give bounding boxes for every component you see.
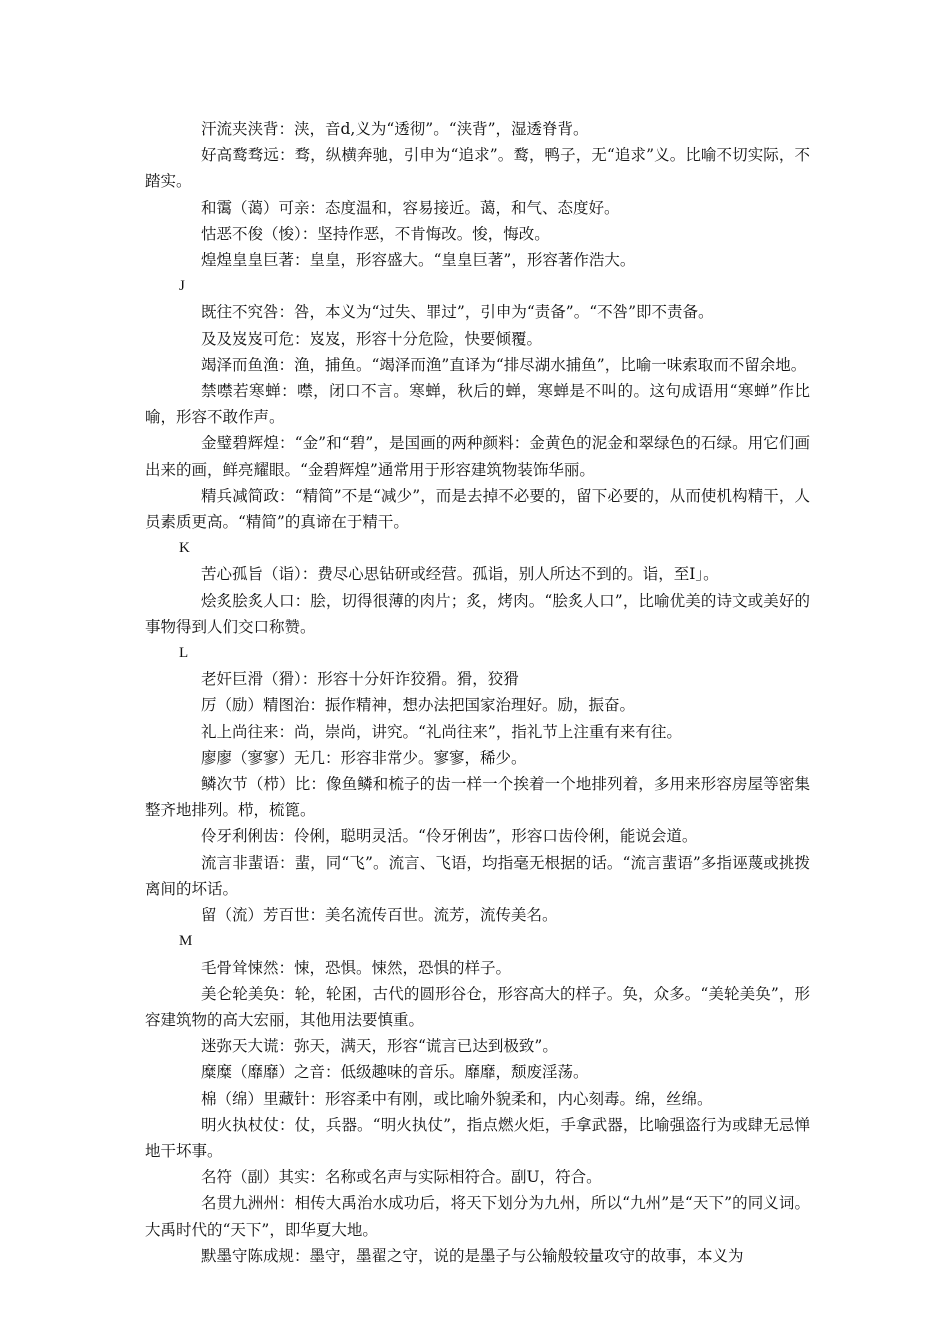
- entry: 糜糜（靡靡）之音：低级趣味的音乐。靡靡，颓废淫荡。: [201, 1063, 589, 1082]
- entry: 及及岌岌可危：岌岌，形容十分危险，快要倾覆。: [201, 329, 543, 348]
- entry: 好高鹜骛远：骛，纵横奔驰，引申为“追求”。鹜，鸭子，无“追求”义。比喻不切实际，不踏实。: [145, 146, 810, 191]
- entry: 苦心孤旨（诣）：费尽心思钻研或经营。孤诣，别人所达不到的。诣，至I」。: [201, 565, 719, 584]
- document-page: [145, 116, 810, 1269]
- entry: 既往不究咎：咎，本义为“过失、罪过”，引申为“责备”。“不咎”即不责备。: [201, 303, 714, 322]
- section-letter-l: L: [179, 645, 189, 662]
- entry: 汗流夹浃背：浃，音d,义为“透彻”。“浃背”，湿透脊背。: [201, 120, 589, 138]
- entry: 鳞次节（栉）比：像鱼鳞和梳子的齿一样一个挨着一个地排列着，多用来形容房屋等密集整齐地排列。栉，梳篦。: [145, 775, 810, 820]
- entry: 煌煌皇皇巨著：皇皇，形容盛大。“皇皇巨著”，形容著作浩大。: [201, 251, 636, 270]
- entry: 金璧碧辉煌：“金”和“碧”，是国画的两种颜料：金黄色的泥金和翠绿色的石绿。用它们画出来的画，鲜亮耀眼。“金碧辉煌”通常用于形容建筑物装饰华丽。: [145, 434, 810, 479]
- entry: 怙恶不俊（悛）：坚持作恶，不肯悔改。悛，悔改。: [201, 224, 550, 243]
- entry: 竭泽而鱼渔：渔，捕鱼。“竭泽而渔”直译为“排尽湖水捕鱼”，比喻一味索取而不留余地。: [201, 355, 807, 374]
- entry: 迷弥天大谎：弥天，满天，形容“谎言已达到极致”。: [201, 1037, 558, 1056]
- entry: 默墨守陈成规：墨守，墨翟之守，说的是墨子与公输般较量攻守的故事，本义为: [201, 1246, 744, 1265]
- entry: 厉（励）精图治：振作精神，想办法把国家治理好。励，振奋。: [201, 696, 636, 715]
- entry: 名符（副）其实：名称或名声与实际相符合。副U，符合。: [201, 1168, 602, 1187]
- section-letter-m: M: [179, 933, 193, 950]
- entry: 棉（绵）里藏针：形容柔中有刚，或比喻外貌柔和，内心刻毒。绵，丝绵。: [201, 1089, 713, 1108]
- entry: 美仑轮美奂：轮，轮囷，古代的圆形谷仓，形容高大的样子。奂，众多。“美轮美奂”，形容建筑物的高大宏丽，其他用法要慎重。: [145, 984, 810, 1029]
- entry: 禁噤若寒蝉：噤，闭口不言。寒蝉，秋后的蝉，寒蝉是不叫的。这句成语用“寒蝉”作比喻，形容不敢作声。: [145, 382, 810, 427]
- entry: 廖廖（寥寥）无几：形容非常少。寥寥，稀少。: [201, 748, 527, 767]
- entry: 名贯九洲州：相传大禹治水成功后，将天下划分为九州，所以“九州”是“天下”的同义词。大禹时代的“天下”，即华夏大地。: [145, 1194, 810, 1239]
- entry: 礼上尚往来：尚，崇尚，讲究。“礼尚往来”，指礼节上注重有来有往。: [201, 722, 682, 741]
- entry: 明火执杖仗：仗，兵器。“明火执仗”，指点燃火炬，手拿武器，比喻强盗行为或肆无忌惮地干坏事。: [145, 1115, 810, 1160]
- entry: 毛骨耸悚然：悚，恐惧。悚然，恐惧的样子。: [201, 958, 512, 977]
- entry: 老奸巨滑（猾）：形容十分奸诈狡猾。猾，狡猾: [201, 670, 519, 689]
- entry: 流言非蜚语：蜚，同“飞”。流言、飞语，均指毫无根据的话。“流言蜚语”多指诬蔑或挑拨离间的坏话。: [145, 853, 810, 898]
- entry: 烩炙脍炙人口：脍，切得很薄的肉片；炙，烤肉。“脍炙人口”，比喻优美的诗文或美好的事物得到人们交口称赞。: [145, 591, 810, 636]
- entry: 和霭（蔼）可亲：态度温和，容易接近。蔼，和气、态度好。: [201, 198, 620, 217]
- entry: 留（流）芳百世：美名流传百世。流芳，流传美名。: [201, 906, 558, 925]
- section-letter-k: K: [179, 540, 190, 557]
- entry: 伶牙利俐齿：伶俐，聪明灵活。“伶牙俐齿”，形容口齿伶俐，能说会道。: [201, 827, 698, 846]
- entry: 精兵减简政：“精简”不是“减少”，而是去掉不必要的，留下必要的，从而使机构精干，人员素质更高。“精简”的真谛在于精干。: [145, 486, 810, 532]
- section-letter-j: J: [179, 278, 185, 295]
